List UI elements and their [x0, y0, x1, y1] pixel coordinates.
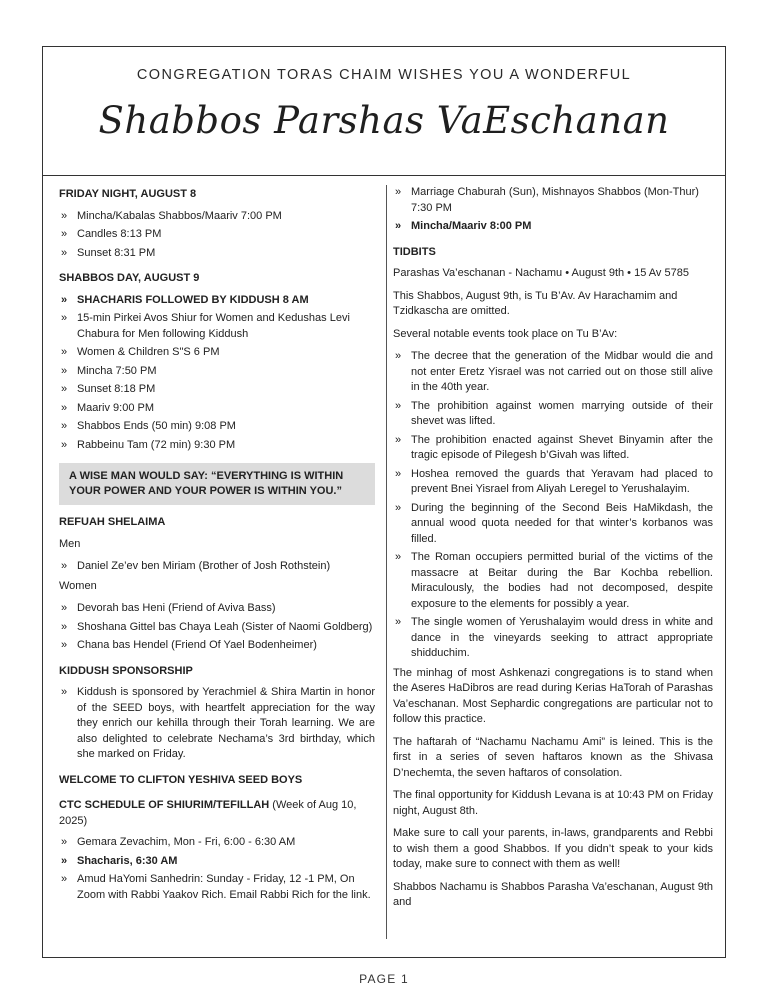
tu-bav-events-list — [393, 349, 713, 662]
friday-list — [59, 209, 375, 262]
list-item: » Kiddush is sponsored by Yerachmiel & Shira Martin in honor of the SEED boys, with heartfelt appreciation for the way they enrich our kehilla through their Torah learning. We are also delighted to celebrate Nechama’s 3rd birthday, which she marked on Friday. — [59, 685, 375, 763]
women-label: Women — [59, 579, 97, 592]
list-item: » Rabbeinu Tam (72 min) 9:30 PM — [59, 438, 375, 454]
list-item: » Candles 8:13 PM — [59, 227, 375, 243]
list-item: » 15-min Pirkei Avos Shiur for Women and Kedushas Levi Chabura for Men following Kiddush — [59, 311, 375, 342]
tidbits-paragraph: Several notable events took place on Tu B’Av: — [393, 327, 618, 340]
list-item: » Shoshana Gittel bas Chaya Leah (Sister of Naomi Goldberg) — [59, 620, 375, 636]
page-frame — [42, 46, 726, 958]
list-item: » Chana bas Hendel (Friend Of Yael Bodenheimer) — [59, 638, 375, 654]
tidbits-paragraph: The haftarah of “Nachamu Nachamu Ami” is leined. This is the first in a series of seven haftaros known as the Shivasa D’nechemta, the seven haftaros of consolation. — [393, 735, 713, 779]
friday-heading: FRIDAY NIGHT, AUGUST 8 — [59, 188, 197, 200]
list-item: » Daniel Ze’ev ben Miriam (Brother of Josh Rothstein) — [59, 559, 375, 575]
list-item: » Mincha/Maariv 8:00 PM — [393, 219, 713, 235]
women-list — [59, 601, 375, 654]
tidbits-paragraph: Shabbos Nachamu is Shabbos Parasha Va’eschanan, August 9th and — [393, 880, 713, 908]
list-item: » SHACHARIS FOLLOWED BY KIDDUSH 8 AM — [59, 293, 375, 309]
refuah-heading: REFUAH SHELAIMA — [59, 516, 166, 528]
tidbits-paragraph: The minhag of most Ashkenazi congregations is to stand when the Aseres HaDibros are read during Kerias HaTorah of Parashas Va’eschanan. Most Sephardic congregations are particular not to follow this practice. — [393, 666, 713, 725]
left-column — [59, 185, 375, 951]
shabbos-list — [59, 293, 375, 454]
list-item: » Mincha/Kabalas Shabbos/Maariv 7:00 PM — [59, 209, 375, 225]
header — [43, 47, 725, 176]
kiddush-list — [59, 685, 375, 763]
list-item: » The single women of Yerushalayim would dress in white and dance in the vineyards seeking to attract appropriate shidduchim. — [393, 615, 713, 662]
list-item: » Women & Children S"S 6 PM — [59, 345, 375, 361]
list-item: » The decree that the generation of the Midbar would die and not enter Eretz Yisrael was not carried out on those still alive in the 40th year. — [393, 349, 713, 396]
ctc-heading-note: (Week of Aug 10, 2025) — [59, 799, 357, 827]
list-item: » The prohibition enacted against Shevet Binyamin after the tragic episode of Pilegesh b’Givah was lifted. — [393, 433, 713, 464]
list-item: » The Roman occupiers permitted burial of the victims of the massacre at Beitar during the Bar Kochba rebellion. Miraculously, the bodies had not decomposed, despite exposure to the elements for possibly a year. — [393, 550, 713, 612]
column-divider — [386, 185, 387, 939]
list-item: » Maariv 9:00 PM — [59, 401, 375, 417]
ctc-list — [59, 835, 375, 903]
list-item: » Gemara Zevachim, Mon - Fri, 6:00 - 6:30 AM — [59, 835, 375, 851]
list-item: » Shacharis, 6:30 AM — [59, 854, 375, 870]
right-column — [393, 185, 713, 951]
list-item: » During the beginning of the Second Beis HaMikdash, the annual wood quota needed for that winter’s korbanos was filled. — [393, 501, 713, 548]
list-item: » Hoshea removed the guards that Yeravam had placed to prevent Bnei Yisrael from Aliyah Leregel to Yerushalayim. — [393, 467, 713, 498]
tidbits-heading: TIDBITS — [393, 245, 436, 258]
header-subtitle: CONGREGATION TORAS CHAIM WISHES YOU A WONDERFUL — [136, 67, 632, 83]
list-item: » Marriage Chaburah (Sun), Mishnayos Shabbos (Mon-Thur) 7:30 PM — [393, 185, 713, 216]
welcome-heading: WELCOME TO CLIFTON YESHIVA SEED BOYS — [59, 773, 303, 786]
list-item: » The prohibition against women marrying outside of their shevet was lifted. — [393, 399, 713, 430]
tidbits-date: Parashas Va’eschanan - Nachamu • August 9th • 15 Av 5785 — [393, 267, 689, 279]
tidbits-paragraph: Make sure to call your parents, in-laws, grandparents and Rebbi to wish them a good Shabbos. If you didn’t speak to your kids today, make sure to connect with them as well! — [393, 827, 713, 870]
shabbos-heading: SHABBOS DAY, AUGUST 9 — [59, 272, 200, 284]
list-item: » Devorah bas Heni (Friend of Aviva Bass) — [59, 601, 375, 617]
ctc-heading-text: CTC SCHEDULE OF SHIURIM/TEFILLAH — [59, 799, 270, 811]
quote-box: A WISE MAN WOULD SAY: “EVERYTHING IS WITHIN YOUR POWER AND YOUR POWER IS WITHIN YOU.” — [59, 463, 375, 505]
list-item: » Sunset 8:18 PM — [59, 382, 375, 398]
kiddush-heading: KIDDUSH SPONSORSHIP — [59, 664, 193, 677]
ctc-continued-list — [393, 185, 713, 235]
header-title: Shabbos Parshas VaEschanan — [98, 99, 670, 142]
ctc-heading — [59, 798, 375, 829]
list-item: » Mincha 7:50 PM — [59, 364, 375, 380]
page-number: PAGE 1 — [359, 972, 409, 986]
tidbits-paragraph: This Shabbos, August 9th, is Tu B’Av. Av Harachamim and Tzidkascha are omitted. — [393, 289, 678, 317]
list-item: » Sunset 8:31 PM — [59, 246, 375, 262]
men-list — [59, 559, 375, 575]
list-item: » Amud HaYomi Sanhedrin: Sunday - Friday, 12 -1 PM, On Zoom with Rabbi Yaakov Rich. Email Rabbi Rich for the link. — [59, 872, 375, 903]
tidbits-paragraph: The final opportunity for Kiddush Levana is at 10:43 PM on Friday night, August 8th. — [393, 789, 713, 817]
list-item: » Shabbos Ends (50 min) 9:08 PM — [59, 419, 375, 435]
men-label: Men — [59, 537, 81, 550]
